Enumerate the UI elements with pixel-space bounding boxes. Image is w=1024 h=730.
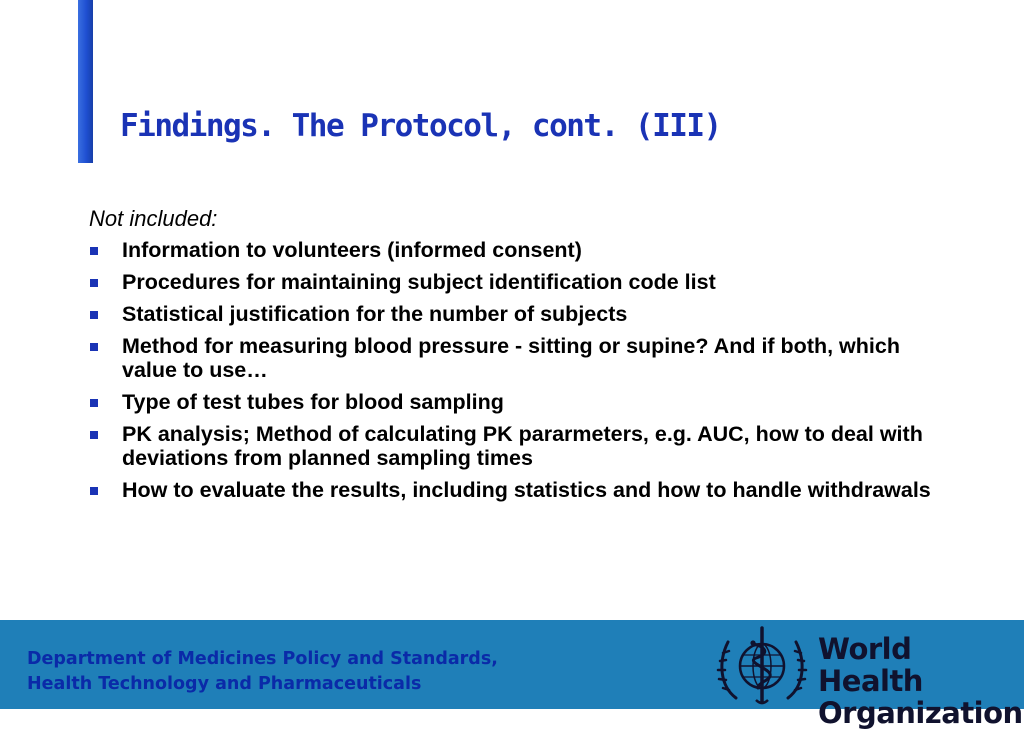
square-bullet-icon	[90, 247, 98, 255]
square-bullet-icon	[90, 311, 98, 319]
square-bullet-icon	[90, 343, 98, 351]
footer-band	[0, 620, 1024, 730]
intro-text: Not included:	[89, 206, 218, 231]
bullet-list	[89, 238, 949, 502]
bullet-text: How to evaluate the results, including statistics and how to handle withdrawals	[122, 478, 931, 502]
bullet-text: PK analysis; Method of calculating PK pararmeters, e.g. AUC, how to deal with deviations from planned sampling times	[122, 422, 923, 470]
accent-bar	[78, 0, 93, 163]
who-emblem-icon	[716, 622, 808, 706]
department-line-1: Department of Medicines Policy and Standards,	[27, 649, 498, 669]
bullet-item	[89, 478, 949, 502]
bullet-text: Method for measuring blood pressure - sitting or supine? And if both, which value to use…	[122, 334, 900, 382]
bullet-text: Procedures for maintaining subject identification code list	[122, 270, 716, 294]
square-bullet-icon	[90, 487, 98, 495]
square-bullet-icon	[90, 279, 98, 287]
bullet-item	[89, 390, 949, 414]
bullet-text: Information to volunteers (informed consent)	[122, 238, 582, 262]
who-wordmark-line-1: World Health	[818, 632, 923, 698]
bullet-text: Type of test tubes for blood sampling	[122, 390, 504, 414]
department-line-2: Health Technology and Pharmaceuticals	[27, 674, 422, 694]
bullet-item	[89, 270, 949, 294]
bullet-item	[89, 422, 949, 470]
square-bullet-icon	[90, 431, 98, 439]
bullet-text: Statistical justification for the number of subjects	[122, 302, 628, 326]
who-wordmark-line-2: Organization	[818, 696, 1023, 730]
bullet-item	[89, 302, 949, 326]
bullet-item	[89, 238, 949, 262]
bullet-item	[89, 334, 949, 382]
who-wordmark	[818, 633, 1024, 729]
slide-title: Findings. The Protocol, cont. (III)	[120, 108, 721, 144]
square-bullet-icon	[90, 399, 98, 407]
slide-content	[89, 206, 949, 510]
